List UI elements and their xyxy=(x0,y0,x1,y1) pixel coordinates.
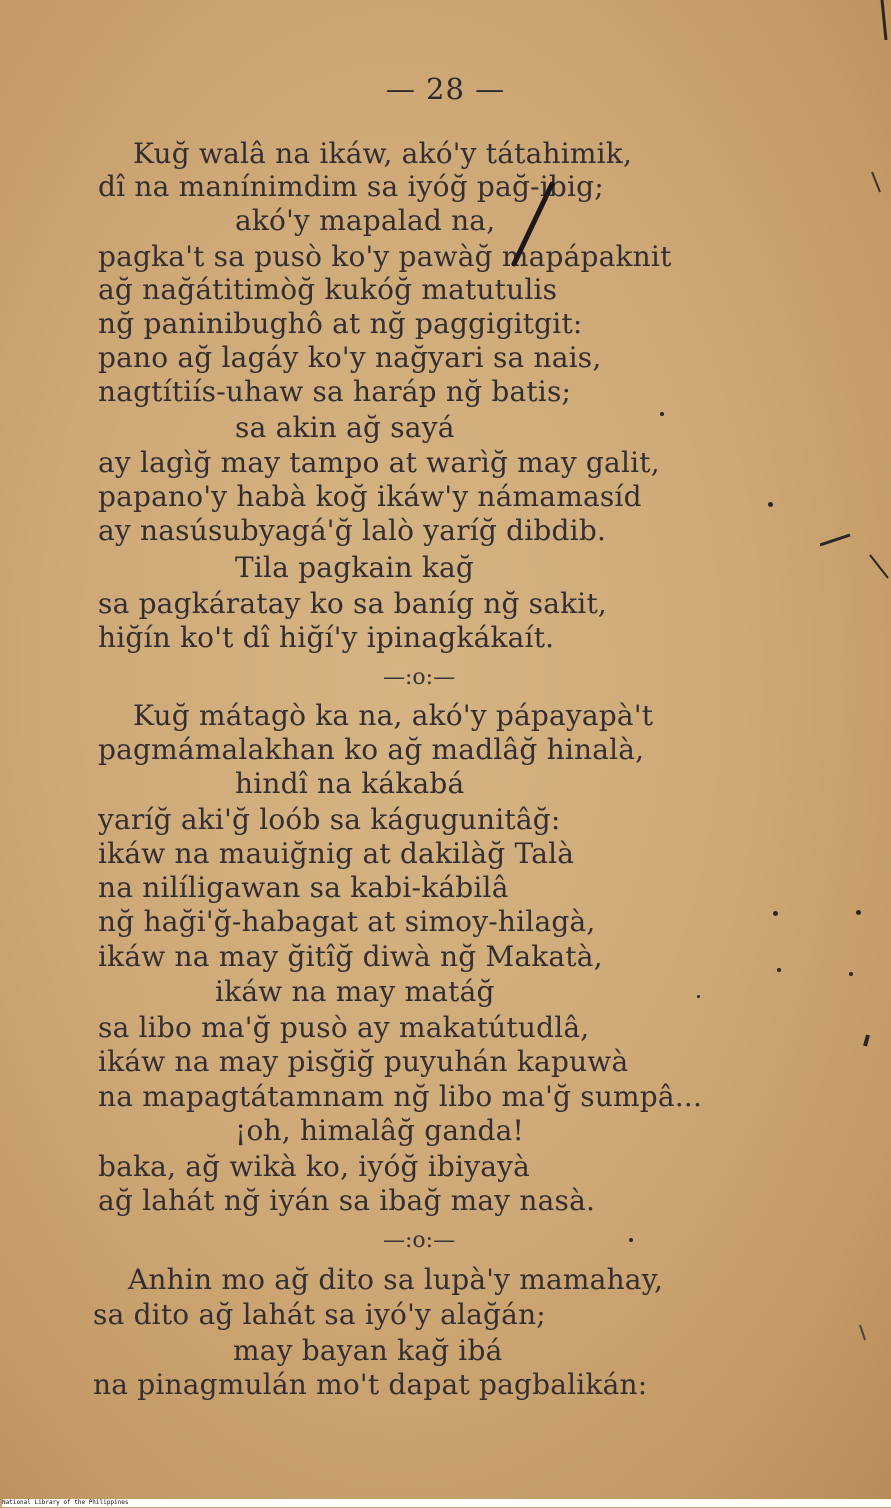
verse-line: na pinagmulán mo't dapat pagbalikán: xyxy=(93,1368,648,1401)
section-separator: —:o:— xyxy=(383,665,456,690)
ink-speck xyxy=(629,1238,633,1242)
verse-line: nğ haği'ğ-habagat at simoy-hilagà, xyxy=(98,905,596,938)
verse-line: hiğín ko't dî hiğí'y ipinagkákaít. xyxy=(98,621,555,654)
verse-line: ağ nağátitimòğ kukóğ matutulis xyxy=(98,273,558,306)
verse-line: sa dito ağ lahát sa iyó'y alağán; xyxy=(93,1298,546,1331)
verse-line: pagmámalakhan ko ağ madlâğ hinalà, xyxy=(98,733,645,766)
verse-line: nagtítiís-uhaw sa haráp nğ batis; xyxy=(98,375,572,408)
verse-line: sa akin ağ sayá xyxy=(235,411,455,444)
ink-speck xyxy=(660,412,664,416)
verse-line: ikáw na mauiğnig at dakilàğ Talà xyxy=(98,837,575,870)
ink-speck xyxy=(849,972,853,976)
ink-speck xyxy=(777,968,781,972)
verse-line: ikáw na may ğitîğ diwà nğ Makatà, xyxy=(98,940,603,973)
verse-line: hindî na kákabá xyxy=(235,767,465,800)
verse-line: akó'y mapalad na, xyxy=(235,204,496,237)
verse-line: Kuğ mátagò ka na, akó'y pápayapà't xyxy=(133,699,654,732)
verse-line: ikáw na may pisğiğ puyuhán kapuwà xyxy=(98,1045,629,1078)
verse-line: na nilíligawan sa kabi-kábilâ xyxy=(98,871,509,904)
verse-line: sa pagkáratay ko sa baníg nğ sakit, xyxy=(98,587,608,620)
ink-speck xyxy=(856,910,861,915)
ink-speck xyxy=(697,995,700,998)
verse-line: pano ağ lagáy ko'y nağyari sa nais, xyxy=(98,341,602,374)
verse-line: sa libo ma'ğ pusò ay makatútudlâ, xyxy=(98,1011,590,1044)
verse-line: papano'y habà koğ ikáw'y námamasíd xyxy=(98,480,642,513)
ink-speck xyxy=(773,911,778,916)
page-number: — 28 — xyxy=(385,72,506,106)
ink-speck xyxy=(768,502,773,507)
verse-line: baka, ağ wikà ko, iyóğ ibiyayà xyxy=(98,1150,531,1183)
verse-line: may bayan kağ ibá xyxy=(233,1334,503,1367)
verse-line: Tila pagkain kağ xyxy=(235,551,475,584)
verse-line: yaríğ aki'ğ loób sa kágugunitâğ: xyxy=(98,803,561,836)
margin-marks xyxy=(820,0,891,1500)
verse-line: nğ paninibughô at nğ paggigitgit: xyxy=(98,307,583,340)
verse-line: ay lagìğ may tampo at warìğ may galit, xyxy=(98,446,660,479)
verse-line: pagka't sa pusò ko'y pawàğ mapápaknit xyxy=(98,240,672,273)
verse-line: ikáw na may matáğ xyxy=(215,975,495,1008)
verse-line: Kuğ walâ na ikáw, akó'y tátahimik, xyxy=(133,137,633,170)
library-footer: National Library of the Philippines xyxy=(2,1499,891,1507)
verse-line: dî na manínimdim sa iyóğ pağ-ibig; xyxy=(98,170,604,203)
pen-mark xyxy=(508,180,558,270)
verse-line: ay nasúsubyagá'ğ lalò yaríğ dibdib. xyxy=(98,514,607,547)
verse-line: Anhin mo ağ dito sa lupà'y mamahay, xyxy=(128,1263,664,1296)
verse-line: ¡oh, himalâğ ganda! xyxy=(235,1114,524,1147)
section-separator: —:o:— xyxy=(383,1228,456,1253)
verse-line: ağ lahát nğ iyán sa ibağ may nasà. xyxy=(98,1184,596,1217)
verse-line: na mapagtátamnam nğ libo ma'ğ sumpâ... xyxy=(98,1080,703,1113)
